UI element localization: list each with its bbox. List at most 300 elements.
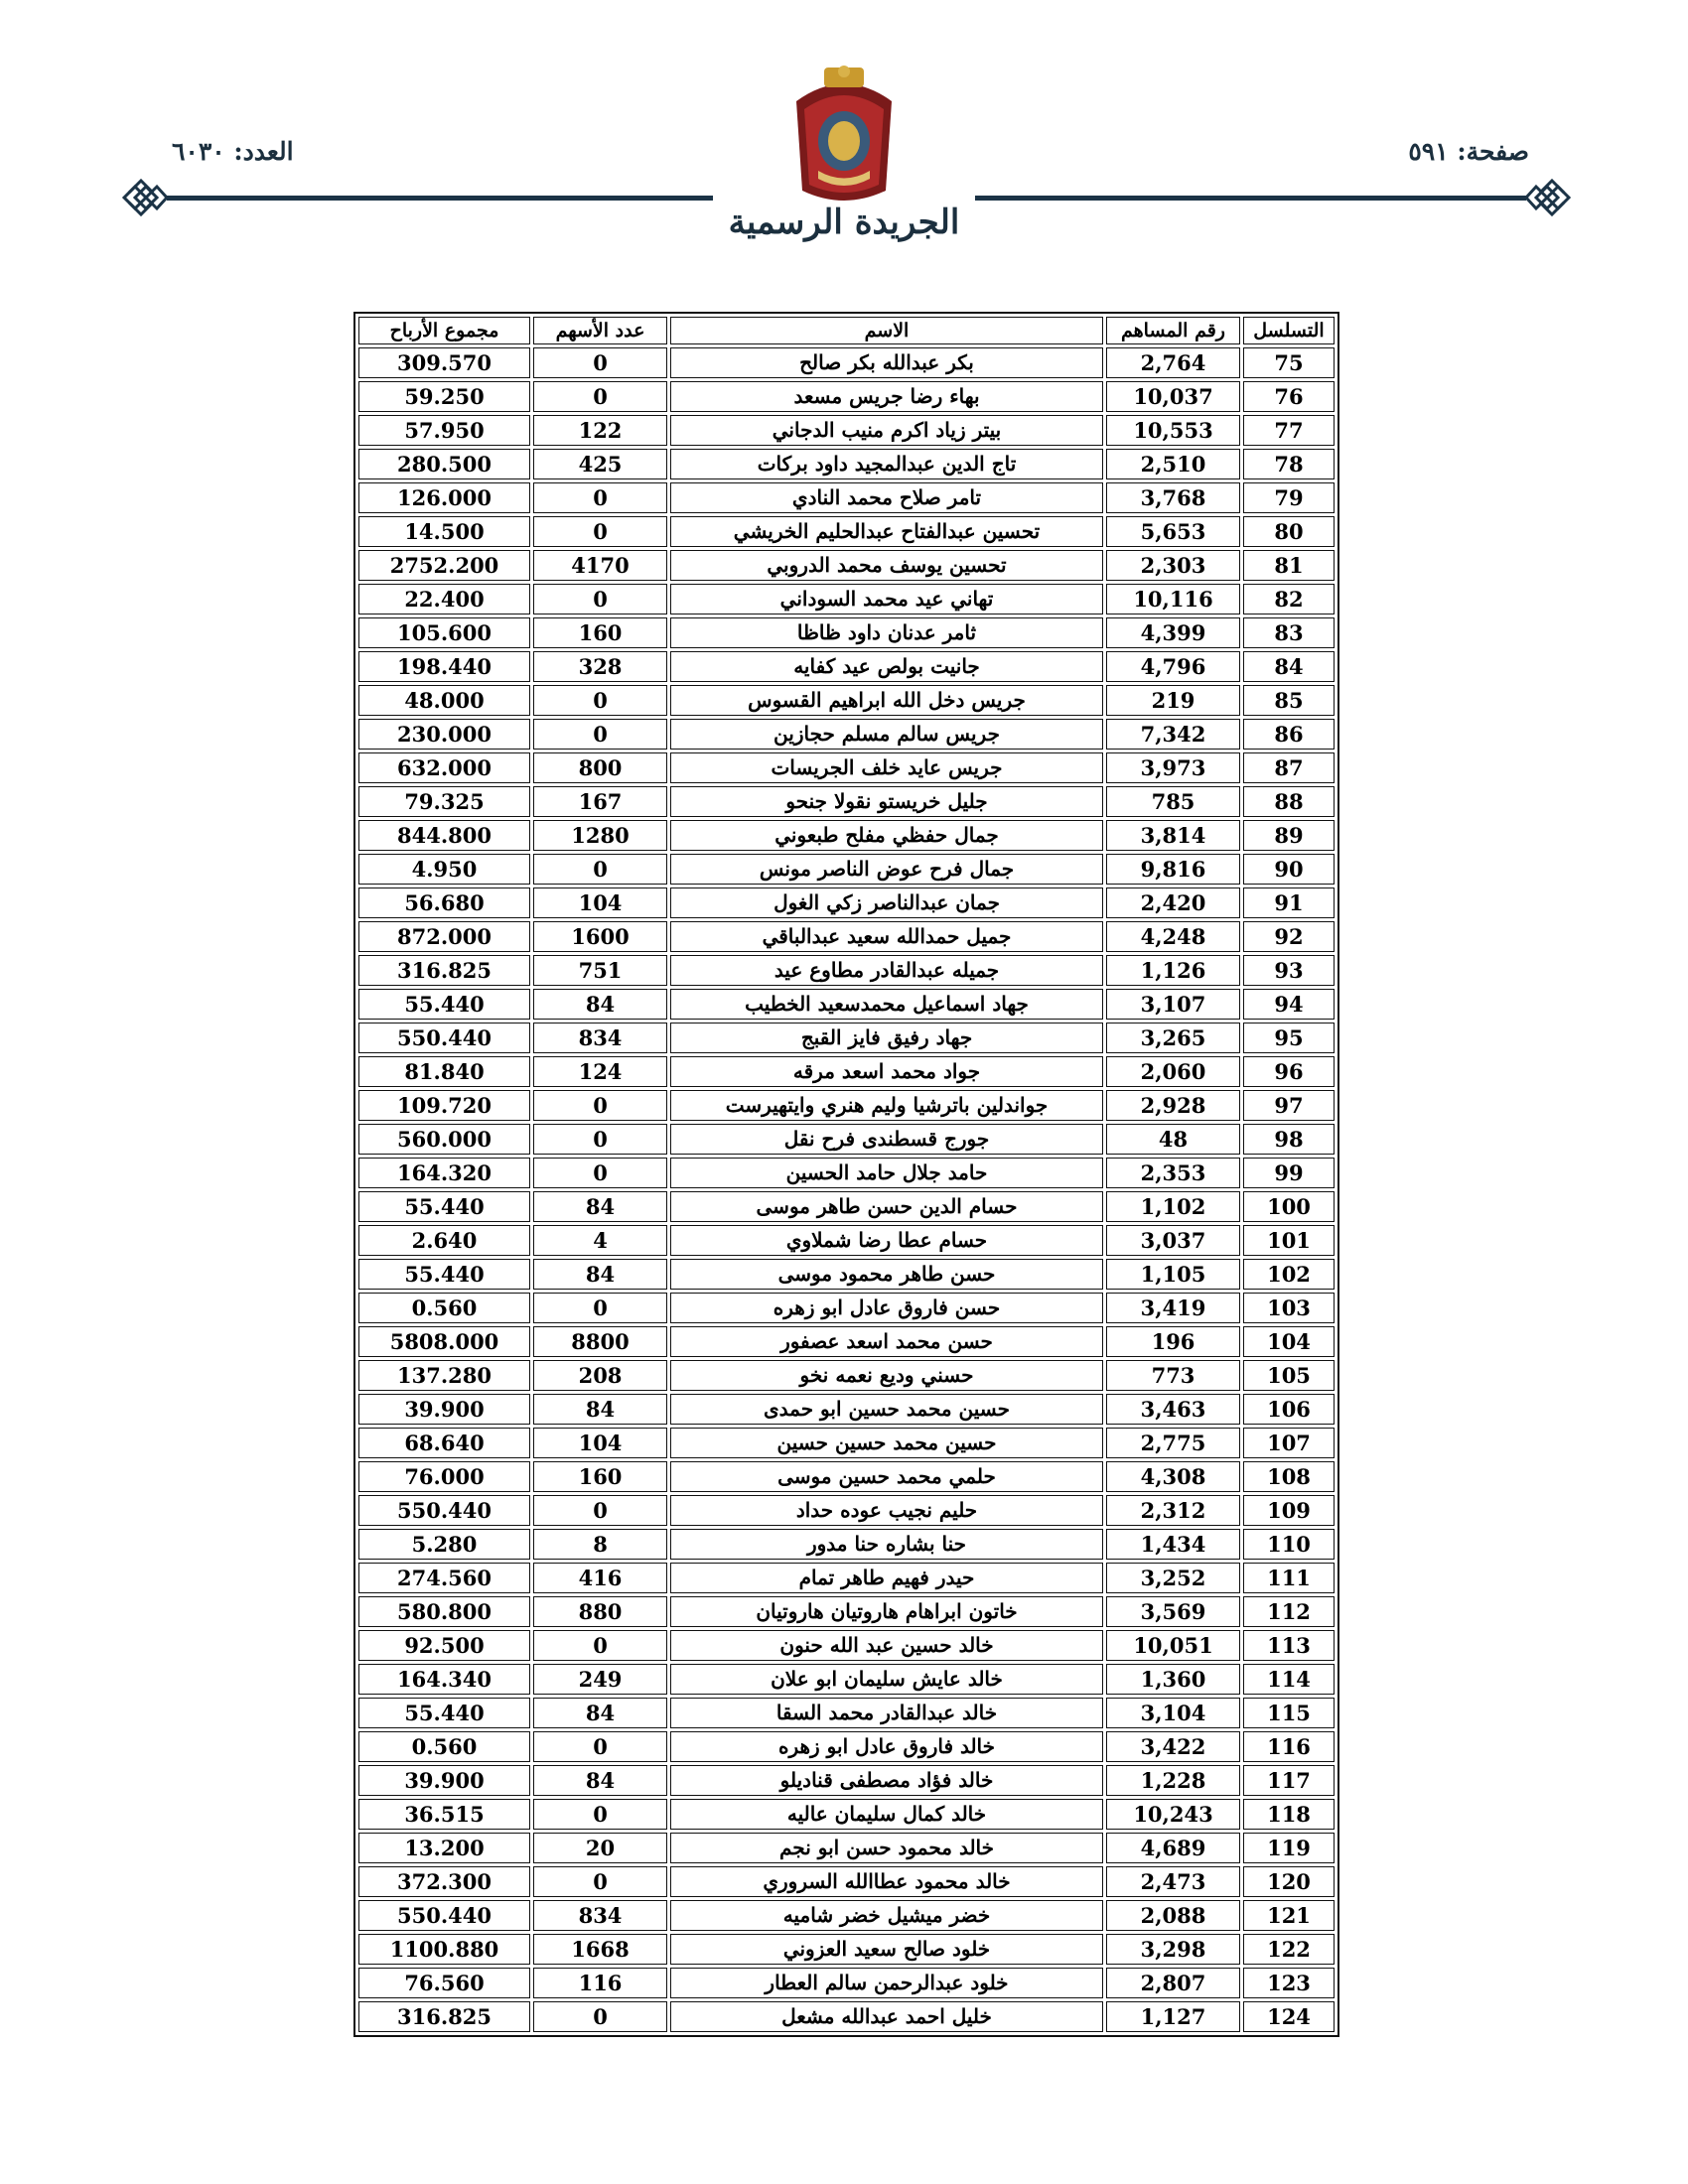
cell-shareholder-number: 196 (1106, 1326, 1240, 1357)
table-row (358, 1934, 1335, 1965)
cell-shareholder-number: 1,102 (1106, 1191, 1240, 1222)
cell-name: جورج قسطندى فرح نقل (670, 1124, 1103, 1155)
cell-shareholder-number: 2,303 (1106, 550, 1240, 581)
cell-shares: 116 (533, 1968, 667, 1998)
cell-serial: 102 (1243, 1259, 1335, 1290)
cell-name: حسين محمد حسين ابو حمدى (670, 1394, 1103, 1425)
cell-serial: 96 (1243, 1056, 1335, 1087)
table-row (358, 1833, 1335, 1863)
table-row (358, 1529, 1335, 1560)
cell-shares: 0 (533, 347, 667, 378)
cell-name: بيتر زياد اكرم منيب الدجاني (670, 415, 1103, 446)
cell-serial: 75 (1243, 347, 1335, 378)
cell-shareholder-number: 2,775 (1106, 1428, 1240, 1458)
header-rule-left (167, 196, 713, 201)
cell-serial: 119 (1243, 1833, 1335, 1863)
cell-serial: 99 (1243, 1158, 1335, 1188)
cell-shareholder-number: 1,105 (1106, 1259, 1240, 1290)
cell-dividends: 48.000 (358, 685, 530, 716)
cell-shareholder-number: 10,243 (1106, 1799, 1240, 1830)
cell-serial: 117 (1243, 1765, 1335, 1796)
cell-serial: 100 (1243, 1191, 1335, 1222)
cell-dividends: 109.720 (358, 1090, 530, 1121)
cell-serial: 88 (1243, 786, 1335, 817)
cell-serial: 78 (1243, 449, 1335, 479)
cell-dividends: 316.825 (358, 2001, 530, 2032)
cell-name: جريس عايد خلف الجريسات (670, 752, 1103, 783)
table-row (358, 1225, 1335, 1256)
table-row (358, 651, 1335, 682)
cell-name: خالد عبدالقادر محمد السقا (670, 1698, 1103, 1728)
table-row (358, 1563, 1335, 1593)
cell-name: خضر ميشيل خضر شاميه (670, 1900, 1103, 1931)
cell-dividends: 5.280 (358, 1529, 530, 1560)
cell-name: حسين محمد حسين حسين (670, 1428, 1103, 1458)
cell-shareholder-number: 2,060 (1106, 1056, 1240, 1087)
table-row (358, 347, 1335, 378)
cell-serial: 101 (1243, 1225, 1335, 1256)
cell-shares: 0 (533, 1293, 667, 1323)
cell-shareholder-number: 219 (1106, 685, 1240, 716)
cell-dividends: 280.500 (358, 449, 530, 479)
cell-serial: 87 (1243, 752, 1335, 783)
cell-shares: 0 (533, 1799, 667, 1830)
cell-shareholder-number: 1,127 (1106, 2001, 1240, 2032)
cell-shares: 84 (533, 1259, 667, 1290)
cell-name: جهاد اسماعيل محمدسعيد الخطيب (670, 989, 1103, 1020)
cell-shares: 167 (533, 786, 667, 817)
cell-name: حيدر فهيم طاهر تمام (670, 1563, 1103, 1593)
table-row (358, 1596, 1335, 1627)
cell-shareholder-number: 1,228 (1106, 1765, 1240, 1796)
cell-shares: 0 (533, 719, 667, 750)
cell-serial: 93 (1243, 955, 1335, 986)
cell-shareholder-number: 4,248 (1106, 921, 1240, 952)
cell-shares: 0 (533, 381, 667, 412)
table-row (358, 516, 1335, 547)
cell-name: خالد محمود حسن ابو نجم (670, 1833, 1103, 1863)
cell-shareholder-number: 3,265 (1106, 1023, 1240, 1053)
cell-dividends: 164.320 (358, 1158, 530, 1188)
cell-dividends: 76.560 (358, 1968, 530, 1998)
cell-shareholder-number: 2,764 (1106, 347, 1240, 378)
table-header-row (358, 317, 1335, 344)
cell-serial: 107 (1243, 1428, 1335, 1458)
cell-dividends: 76.000 (358, 1461, 530, 1492)
cell-serial: 80 (1243, 516, 1335, 547)
cell-name: جواد محمد اسعد مرقه (670, 1056, 1103, 1087)
cell-serial: 124 (1243, 2001, 1335, 2032)
table-row (358, 482, 1335, 513)
cell-dividends: 81.840 (358, 1056, 530, 1087)
cell-name: تاج الدين عبدالمجيد داود بركات (670, 449, 1103, 479)
cell-shares: 880 (533, 1596, 667, 1627)
cell-shareholder-number: 2,473 (1106, 1866, 1240, 1897)
cell-dividends: 274.560 (358, 1563, 530, 1593)
cell-shares: 0 (533, 482, 667, 513)
cell-name: خاتون ابراهام هاروتيان هاروتيان (670, 1596, 1103, 1627)
cell-shares: 122 (533, 415, 667, 446)
table-row (358, 719, 1335, 750)
column-header-dividends: مجموع الأرباح (358, 317, 530, 344)
cell-name: حسام عطا رضا شملاوي (670, 1225, 1103, 1256)
cell-name: جمال فرح عوض الناصر مونس (670, 854, 1103, 885)
cell-shares: 0 (533, 1866, 667, 1897)
cell-shares: 751 (533, 955, 667, 986)
cell-shares: 84 (533, 1698, 667, 1728)
table-row (358, 2001, 1335, 2032)
cell-name: جمال حفظي مفلح طبعوني (670, 820, 1103, 851)
cell-dividends: 372.300 (358, 1866, 530, 1897)
table-row (358, 955, 1335, 986)
table-row (358, 1056, 1335, 1087)
table-row (358, 1664, 1335, 1695)
table-row (358, 1158, 1335, 1188)
cell-shares: 0 (533, 1124, 667, 1155)
cell-shares: 249 (533, 1664, 667, 1695)
cell-dividends: 872.000 (358, 921, 530, 952)
cell-shares: 800 (533, 752, 667, 783)
cell-serial: 109 (1243, 1495, 1335, 1526)
table-row (358, 1799, 1335, 1830)
cell-name: خالد عايش سليمان ابو علان (670, 1664, 1103, 1695)
cell-serial: 112 (1243, 1596, 1335, 1627)
cell-shareholder-number: 2,353 (1106, 1158, 1240, 1188)
cell-serial: 118 (1243, 1799, 1335, 1830)
cell-name: تحسين يوسف محمد الدروبي (670, 550, 1103, 581)
cell-shareholder-number: 1,360 (1106, 1664, 1240, 1695)
cell-shares: 208 (533, 1360, 667, 1391)
cell-shares: 84 (533, 1394, 667, 1425)
cell-serial: 108 (1243, 1461, 1335, 1492)
table-row (358, 1191, 1335, 1222)
cell-serial: 82 (1243, 584, 1335, 614)
cell-shares: 160 (533, 617, 667, 648)
table-row (358, 1293, 1335, 1323)
cell-dividends: 57.950 (358, 415, 530, 446)
cell-shareholder-number: 1,126 (1106, 955, 1240, 986)
cell-dividends: 36.515 (358, 1799, 530, 1830)
page-number: صفحة: ٥٩١ (1408, 137, 1529, 166)
cell-dividends: 309.570 (358, 347, 530, 378)
cell-name: جميله عبدالقادر مطاوع عيد (670, 955, 1103, 986)
table-row (358, 1698, 1335, 1728)
cell-dividends: 0.560 (358, 1731, 530, 1762)
cell-shares: 0 (533, 1731, 667, 1762)
table-row (358, 1900, 1335, 1931)
cell-serial: 76 (1243, 381, 1335, 412)
cell-dividends: 92.500 (358, 1630, 530, 1661)
cell-shares: 0 (533, 685, 667, 716)
cell-name: جهاد رفيق فايز القبج (670, 1023, 1103, 1053)
cell-dividends: 632.000 (358, 752, 530, 783)
cell-shares: 425 (533, 449, 667, 479)
cell-serial: 105 (1243, 1360, 1335, 1391)
table-row (358, 1495, 1335, 1526)
cell-shares: 834 (533, 1900, 667, 1931)
cell-shares: 0 (533, 854, 667, 885)
cell-serial: 97 (1243, 1090, 1335, 1121)
cell-name: حسن محمد اسعد عصفور (670, 1326, 1103, 1357)
cell-serial: 91 (1243, 887, 1335, 918)
cell-serial: 84 (1243, 651, 1335, 682)
cell-dividends: 137.280 (358, 1360, 530, 1391)
cell-serial: 98 (1243, 1124, 1335, 1155)
column-header-shares: عدد الأسهم (533, 317, 667, 344)
cell-dividends: 14.500 (358, 516, 530, 547)
table-row (358, 1090, 1335, 1121)
cell-serial: 110 (1243, 1529, 1335, 1560)
cell-shares: 416 (533, 1563, 667, 1593)
table-row (358, 1259, 1335, 1290)
cell-dividends: 68.640 (358, 1428, 530, 1458)
cell-serial: 111 (1243, 1563, 1335, 1593)
cell-name: ثامر عدنان داود ظاظا (670, 617, 1103, 648)
cell-name: خالد كمال سليمان عاليه (670, 1799, 1103, 1830)
cell-dividends: 126.000 (358, 482, 530, 513)
cell-shares: 0 (533, 1158, 667, 1188)
cell-shareholder-number: 48 (1106, 1124, 1240, 1155)
cell-shareholder-number: 3,422 (1106, 1731, 1240, 1762)
cell-shareholder-number: 773 (1106, 1360, 1240, 1391)
cell-name: حسام الدين حسن طاهر موسى (670, 1191, 1103, 1222)
cell-shareholder-number: 3,973 (1106, 752, 1240, 783)
coat-of-arms-icon (786, 62, 902, 205)
table-row (358, 820, 1335, 851)
cell-shareholder-number: 10,037 (1106, 381, 1240, 412)
cell-shares: 1600 (533, 921, 667, 952)
cell-dividends: 55.440 (358, 1698, 530, 1728)
table-row (358, 617, 1335, 648)
cell-serial: 104 (1243, 1326, 1335, 1357)
cell-shareholder-number: 3,419 (1106, 1293, 1240, 1323)
cell-shareholder-number: 5,653 (1106, 516, 1240, 547)
cell-serial: 95 (1243, 1023, 1335, 1053)
shareholders-table (353, 312, 1339, 2037)
cell-shares: 0 (533, 516, 667, 547)
table-row (358, 1630, 1335, 1661)
cell-shareholder-number: 2,312 (1106, 1495, 1240, 1526)
issue-number: العدد: ٦٠٣٠ (172, 137, 294, 166)
cell-serial: 120 (1243, 1866, 1335, 1897)
cell-serial: 90 (1243, 854, 1335, 885)
cell-name: خالد فاروق عادل ابو زهره (670, 1731, 1103, 1762)
cell-dividends: 550.440 (358, 1023, 530, 1053)
cell-shares: 1668 (533, 1934, 667, 1965)
table-row (358, 1866, 1335, 1897)
cell-shares: 4 (533, 1225, 667, 1256)
cell-serial: 79 (1243, 482, 1335, 513)
table-row (358, 381, 1335, 412)
table-row (358, 854, 1335, 885)
cell-dividends: 59.250 (358, 381, 530, 412)
cell-shareholder-number: 2,088 (1106, 1900, 1240, 1931)
cell-shares: 104 (533, 887, 667, 918)
cell-name: تهاني عيد محمد السوداني (670, 584, 1103, 614)
cell-shareholder-number: 3,814 (1106, 820, 1240, 851)
table-body (358, 347, 1335, 2032)
cell-dividends: 79.325 (358, 786, 530, 817)
cell-shares: 124 (533, 1056, 667, 1087)
cell-dividends: 55.440 (358, 1191, 530, 1222)
table-row (358, 1124, 1335, 1155)
cell-serial: 116 (1243, 1731, 1335, 1762)
cell-shareholder-number: 2,928 (1106, 1090, 1240, 1121)
cell-dividends: 13.200 (358, 1833, 530, 1863)
cell-name: جليل خريستو نقولا جنحو (670, 786, 1103, 817)
cell-serial: 86 (1243, 719, 1335, 750)
cell-shares: 0 (533, 1495, 667, 1526)
cell-serial: 121 (1243, 1900, 1335, 1931)
cell-shares: 20 (533, 1833, 667, 1863)
cell-shares: 84 (533, 1765, 667, 1796)
table-row (358, 887, 1335, 918)
table-row (358, 1765, 1335, 1796)
cell-name: بكر عبدالله بكر صالح (670, 347, 1103, 378)
cell-shareholder-number: 2,510 (1106, 449, 1240, 479)
table-row (358, 989, 1335, 1020)
cell-shares: 0 (533, 584, 667, 614)
cell-name: خليل احمد عبدالله مشعل (670, 2001, 1103, 2032)
cell-dividends: 2752.200 (358, 550, 530, 581)
cell-name: خلود عبدالرحمن سالم العطار (670, 1968, 1103, 1998)
column-header-shareholder-number: رقم المساهم (1106, 317, 1240, 344)
cell-name: خلود صالح سعيد العزوني (670, 1934, 1103, 1965)
cell-name: حسني وديع نعمه نخو (670, 1360, 1103, 1391)
table-row (358, 1394, 1335, 1425)
page-title: الجريدة الرسمية (728, 203, 960, 242)
cell-serial: 106 (1243, 1394, 1335, 1425)
cell-shareholder-number: 3,037 (1106, 1225, 1240, 1256)
cell-name: جريس سالم مسلم حجازين (670, 719, 1103, 750)
cell-serial: 114 (1243, 1664, 1335, 1695)
cell-dividends: 550.440 (358, 1900, 530, 1931)
cell-dividends: 56.680 (358, 887, 530, 918)
table-row (358, 685, 1335, 716)
cell-shares: 328 (533, 651, 667, 682)
cell-serial: 103 (1243, 1293, 1335, 1323)
cell-shares: 160 (533, 1461, 667, 1492)
cell-dividends: 844.800 (358, 820, 530, 851)
cell-name: حامد جلال حامد الحسين (670, 1158, 1103, 1188)
cell-dividends: 230.000 (358, 719, 530, 750)
table-row (358, 584, 1335, 614)
cell-name: حسن طاهر محمود موسى (670, 1259, 1103, 1290)
cell-serial: 123 (1243, 1968, 1335, 1998)
cell-name: بهاء رضا جريس مسعد (670, 381, 1103, 412)
cell-shareholder-number: 785 (1106, 786, 1240, 817)
cell-serial: 122 (1243, 1934, 1335, 1965)
cell-shares: 8 (533, 1529, 667, 1560)
cell-dividends: 550.440 (358, 1495, 530, 1526)
cell-shareholder-number: 4,689 (1106, 1833, 1240, 1863)
cell-serial: 77 (1243, 415, 1335, 446)
cell-shares: 4170 (533, 550, 667, 581)
cell-shareholder-number: 7,342 (1106, 719, 1240, 750)
cell-shareholder-number: 3,463 (1106, 1394, 1240, 1425)
header-rule-right (975, 196, 1526, 201)
cell-dividends: 198.440 (358, 651, 530, 682)
cell-shareholder-number: 10,553 (1106, 415, 1240, 446)
cell-name: جانيت بولص عيد كفايه (670, 651, 1103, 682)
cell-dividends: 560.000 (358, 1124, 530, 1155)
cell-shares: 104 (533, 1428, 667, 1458)
cell-shareholder-number: 2,807 (1106, 1968, 1240, 1998)
cell-serial: 92 (1243, 921, 1335, 952)
cell-shareholder-number: 2,420 (1106, 887, 1240, 918)
cell-shareholder-number: 3,107 (1106, 989, 1240, 1020)
table-row (358, 1326, 1335, 1357)
cell-dividends: 164.340 (358, 1664, 530, 1695)
cell-shareholder-number: 3,569 (1106, 1596, 1240, 1627)
cell-dividends: 316.825 (358, 955, 530, 986)
cell-dividends: 2.640 (358, 1225, 530, 1256)
cell-dividends: 1100.880 (358, 1934, 530, 1965)
cell-name: تامر صلاح محمد النادي (670, 482, 1103, 513)
column-header-serial: التسلسل (1243, 317, 1335, 344)
table-row (358, 921, 1335, 952)
cell-name: حلمي محمد حسين موسى (670, 1461, 1103, 1492)
table-row (358, 752, 1335, 783)
cell-serial: 94 (1243, 989, 1335, 1020)
cell-shares: 84 (533, 989, 667, 1020)
cell-shares: 0 (533, 1090, 667, 1121)
cell-name: حنا بشاره حنا مدور (670, 1529, 1103, 1560)
cell-shareholder-number: 4,399 (1106, 617, 1240, 648)
table-row (358, 1428, 1335, 1458)
cell-serial: 85 (1243, 685, 1335, 716)
cell-dividends: 580.800 (358, 1596, 530, 1627)
cell-shares: 1280 (533, 820, 667, 851)
cell-shares: 834 (533, 1023, 667, 1053)
table-row (358, 1461, 1335, 1492)
cell-name: حسن فاروق عادل ابو زهره (670, 1293, 1103, 1323)
table-row (358, 786, 1335, 817)
cell-dividends: 22.400 (358, 584, 530, 614)
cell-shareholder-number: 1,434 (1106, 1529, 1240, 1560)
table-row (358, 1968, 1335, 1998)
cell-serial: 81 (1243, 550, 1335, 581)
cell-dividends: 105.600 (358, 617, 530, 648)
cell-dividends: 5808.000 (358, 1326, 530, 1357)
table-row (358, 550, 1335, 581)
cell-shareholder-number: 3,104 (1106, 1698, 1240, 1728)
cell-serial: 115 (1243, 1698, 1335, 1728)
column-header-name: الاسم (670, 317, 1103, 344)
cell-name: خالد حسين عبد الله حنون (670, 1630, 1103, 1661)
cell-dividends: 39.900 (358, 1394, 530, 1425)
cell-dividends: 4.950 (358, 854, 530, 885)
cell-shareholder-number: 3,768 (1106, 482, 1240, 513)
cell-shareholder-number: 3,298 (1106, 1934, 1240, 1965)
table-row (358, 1023, 1335, 1053)
cell-shareholder-number: 4,796 (1106, 651, 1240, 682)
cell-shares: 0 (533, 2001, 667, 2032)
table-row (358, 1731, 1335, 1762)
table-row (358, 449, 1335, 479)
cell-shareholder-number: 10,051 (1106, 1630, 1240, 1661)
cell-name: جريس دخل الله ابراهيم القسوس (670, 685, 1103, 716)
cell-shareholder-number: 10,116 (1106, 584, 1240, 614)
cell-shares: 0 (533, 1630, 667, 1661)
cell-serial: 89 (1243, 820, 1335, 851)
cell-dividends: 55.440 (358, 989, 530, 1020)
table-row (358, 415, 1335, 446)
cell-name: تحسين عبدالفتاح عبدالحليم الخريشي (670, 516, 1103, 547)
cell-shares: 8800 (533, 1326, 667, 1357)
cell-dividends: 39.900 (358, 1765, 530, 1796)
cell-shares: 84 (533, 1191, 667, 1222)
